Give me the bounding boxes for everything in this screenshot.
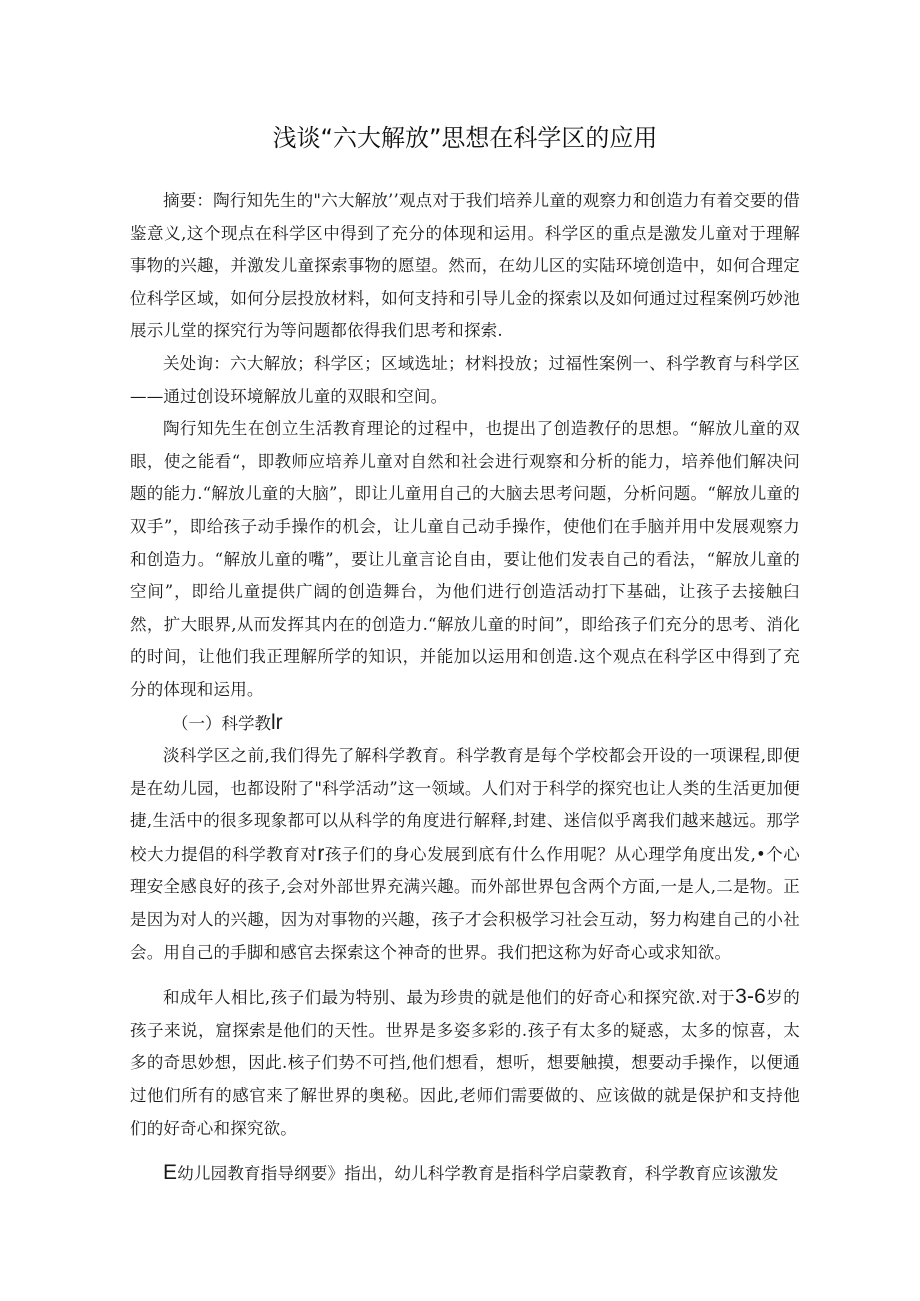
document-title: 浅谈“六大解放”思想在科学区的应用 bbox=[272, 124, 658, 152]
body-paragraph-4 bbox=[130, 1157, 800, 1191]
keywords-paragraph: 关处询：六大解放；科学区；区域选址；材料投放；过福性案例一、科学教育与科学区——通过创设环境解放儿童的双眼和空间。 bbox=[130, 353, 800, 406]
section-heading bbox=[130, 707, 800, 741]
abstract-paragraph: 摘要：陶行知先生的"六大解放’’观点对于我们培养儿童的观察力和创造力有着交要的借鉴意义,这个现点在科学区中得到了充分的体现和运用。科学区的重点是激发儿童对于理解事物的兴趣，并激发儿童探索事物的愿望。然而，在幼儿区的实陆环境创造中，如何合理定位科学区域，如何分层投放材料，如何支持和引导儿金的探索以及如何通过过程案例巧妙池展示儿堂的探究行为等问题都依得我们思考和探索. bbox=[130, 191, 800, 341]
body-paragraph-2-part-a: 淡科学区之前,我们得先了解科学教育。科学教育是每个学校都会开设的一项课程,即便是在幼儿园，也都设附了"科学活动”这一领域。人们对于科学的探究也让人类的生活更加便捷,生活中的很多现象都可以从科学的角度进行解释,封建、迷信似乎离我们越来越远。那学校大力提倡的科学教育对 bbox=[130, 746, 800, 864]
body-paragraph-3 bbox=[130, 981, 800, 1145]
section-heading-text: （一）科学教 bbox=[172, 713, 271, 733]
body-paragraph-3-part-c: 岁的孩子来说，窟探索是他们的天性。世界是多姿多彩的.孩子有太多的疑惑，太多的惊喜，太多的奇思妙想，因此.核子们势不可挡,他们想看，想听，想要触摸，想要动手操作，以便通过他们所有的感官来了解世界的奥秘。因此,老师们需要做的、应该做的就是保护和支持他们的好奇心和探究欲。 bbox=[130, 988, 800, 1138]
body-paragraph-4-text: 幼儿园教育指导纲要》指出，幼儿科学教育是指科学启蒙教育，科学教育应该激发 bbox=[177, 1164, 779, 1184]
body-paragraph-4-glyph: E bbox=[163, 1161, 178, 1185]
body-paragraph-2-glyph: r bbox=[317, 841, 325, 865]
section-heading-suffix: lr bbox=[271, 710, 283, 734]
body-paragraph-3-part-a: 和成年人相比,孩子们最为特别、最为珍贵的就是他们的好奇心和探究欲.对于 bbox=[163, 988, 736, 1008]
body-paragraph-2 bbox=[130, 740, 800, 969]
body-paragraph-2-part-c: 孩子们的身心发展到底有什么作用呢？从心理学角度出发,•个心理安全感良好的孩子,会对外部世界充满兴趣。而外部世界包含两个方面,一是人,二是物。正是因为对人的兴趣，因为对事物的兴趣，孩子才会积极学习社会互动，努力构建自己的小社会。用自己的手脚和感官去探索这个神奇的世界。我们把这称为好奇心或求知欲。 bbox=[130, 844, 801, 962]
age-range: 3-6 bbox=[735, 985, 767, 1009]
body-paragraph-1: 陶行知先生在创立生活教育理论的过程中，也提出了创造教仔的思想。“解放儿童的双眼，使之能看“，即教师应培养儿童对自然和社会进行观察和分析的能力，培养他们解决问题的能力.“解放儿童的大脑”，即让儿童用自己的大脑去思考问题，分析问题。“解放儿童的双手”，即给孩子动手操作的机会，让儿童自己动手操作，使他们在手脑并用中发展观察力和创造力。“解放儿童的嘴”，要让儿童言论自由，要让他们发表自己的看法，“解放儿童的空间”，即给儿童提供广阔的创造舞台，为他们进行创造活动打下基础，让孩子去接触臼然，扩大眼界,从而发挥其内在的创造力.“解放儿童的时间”，即给孩子们充分的思考、消化的时间，让他们我正理解所学的知识，并能加以运用和创造.这个观点在科学区中得到了充分的体现和运用。 bbox=[130, 419, 800, 699]
